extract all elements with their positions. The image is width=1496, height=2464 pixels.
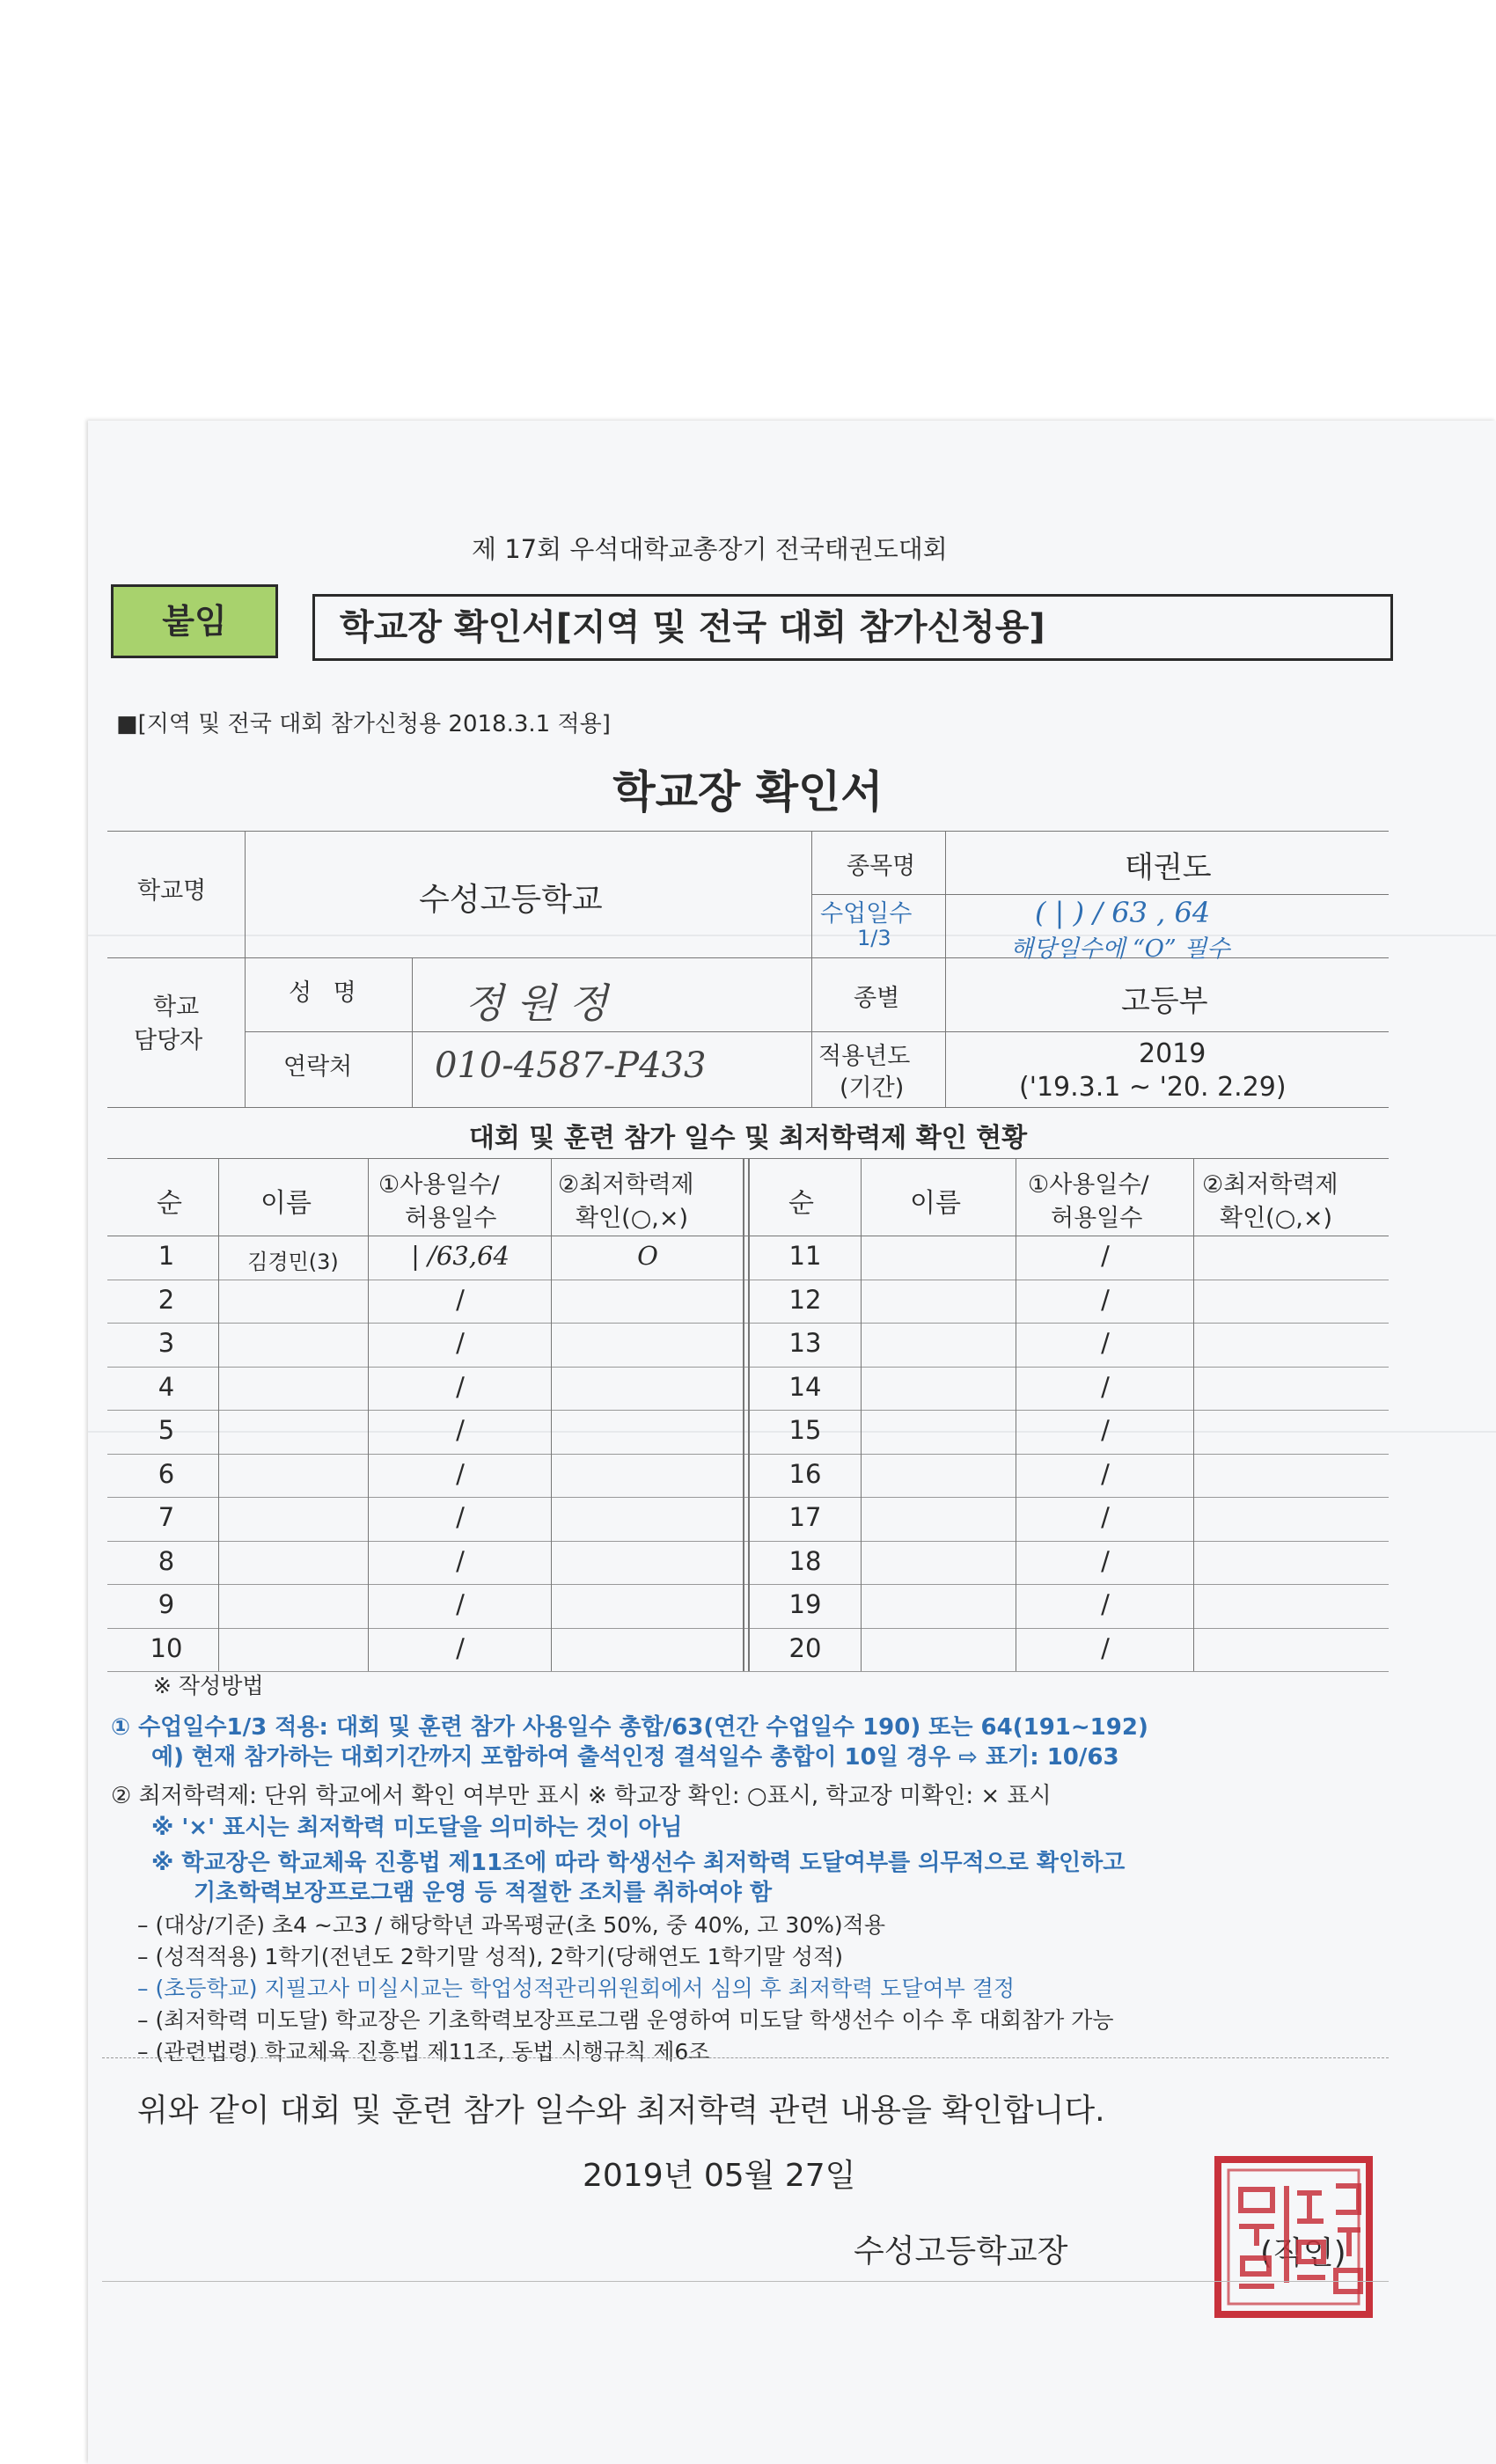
detail-2: – (성적적용) 1학기(전년도 2학기말 성적), 2학기(당해연도 1학기말 성적) xyxy=(137,1944,843,1969)
col-min: ②최저학력제 xyxy=(558,1171,694,1199)
detail-3: – (초등학교) 지필고사 미실시교는 학업성적관리위원회에서 심의 후 최저학력 도달여부 결정 xyxy=(137,1976,1016,2001)
contact-label: 연락처 xyxy=(283,1053,353,1081)
name-value: 정 원 정 xyxy=(465,979,608,1027)
row-number: 14 xyxy=(788,1371,822,1402)
col-no: 순 xyxy=(157,1188,182,1219)
paper-fold xyxy=(88,935,1496,936)
row-days: / xyxy=(1101,1632,1110,1663)
manager-label-2: 담당자 xyxy=(134,1027,203,1054)
col-days-2: 허용일수 xyxy=(405,1205,497,1232)
sport-label: 종목명 xyxy=(847,853,916,880)
row-days: / xyxy=(1101,1241,1110,1271)
name-label: 성 명 xyxy=(289,979,363,1007)
row-number: 12 xyxy=(788,1284,822,1315)
info-border xyxy=(245,1031,1389,1032)
class-days-note: 해당일수에 “O” 필수 xyxy=(1010,935,1230,963)
table-line xyxy=(861,1158,862,1671)
row-number: 10 xyxy=(150,1632,183,1663)
row-number: 5 xyxy=(158,1415,175,1445)
row-number: 19 xyxy=(788,1589,822,1619)
col-days-right: ①사용일수/ xyxy=(1028,1171,1149,1199)
official-seal xyxy=(1213,2154,1375,2320)
note-2: ② 최저학력제: 단위 학교에서 확인 여부만 표시 ※ 학교장 확인: ○표시, 학교장 미확인: × 표시 xyxy=(111,1783,1052,1809)
notes-divider xyxy=(102,2057,1389,2058)
row-days: / xyxy=(456,1632,465,1663)
row-number: 16 xyxy=(788,1458,822,1489)
col-min-right-2: 확인(○,×) xyxy=(1220,1205,1332,1232)
row-number: 4 xyxy=(158,1371,175,1402)
row-days: / xyxy=(1101,1328,1110,1358)
info-border xyxy=(412,957,413,1107)
year-label: 적용년도 xyxy=(818,1043,911,1070)
row-number: 6 xyxy=(158,1458,175,1489)
row-number: 11 xyxy=(788,1241,822,1271)
row-days: / xyxy=(1101,1502,1110,1532)
principal-name: 수성고등학교장 xyxy=(854,2233,1068,2270)
row-days: / xyxy=(456,1371,465,1402)
detail-5: – (관련법령) 학교체육 진흥법 제11조, 동법 시행규칙 제6조 xyxy=(137,2039,710,2064)
seal-mark: (직인) xyxy=(1260,2235,1346,2271)
info-border xyxy=(945,831,946,1107)
row-days: / xyxy=(456,1284,465,1315)
sport-value: 태권도 xyxy=(1125,850,1212,885)
row-days: / xyxy=(456,1589,465,1619)
note-1-example: 예) 현재 참가하는 대회기간까지 포함하여 출석인정 결석일수 총합이 10일 경우 ⇨ 표기: 10/63 xyxy=(151,1744,1119,1771)
row-number: 1 xyxy=(158,1241,175,1271)
row-days: / xyxy=(1101,1589,1110,1619)
year-value: 2019 xyxy=(1139,1038,1206,1069)
confirm-statement: 위와 같이 대회 및 훈련 참가 일수와 최저학력 관련 내용을 확인합니다. xyxy=(137,2093,1105,2129)
row-days: / xyxy=(456,1328,465,1358)
class-days-value: ( | ) / 63 , 64 xyxy=(1035,896,1211,929)
col-no-right: 순 xyxy=(788,1188,814,1219)
table-caption: 대회 및 훈련 참가 일수 및 최저학력제 확인 현황 xyxy=(468,1123,1028,1154)
info-border xyxy=(811,831,812,1107)
col-min-2: 확인(○,×) xyxy=(576,1205,688,1232)
note-2-sub-1: ※ '×' 표시는 최저학력 미도달을 의미하는 것이 아님 xyxy=(151,1815,683,1841)
contact-value: 010-4587-P433 xyxy=(435,1045,707,1086)
school-label: 학교명 xyxy=(137,877,207,905)
year-label-2: (기간) xyxy=(840,1074,905,1102)
row-name: 김경민(3) xyxy=(247,1250,339,1274)
detail-4: – (최저학력 미도달) 학교장은 기초학력보장프로그램 운영하여 미도달 학생선수 이수 후 대회참가 가능 xyxy=(137,2007,1114,2033)
confirm-date: 2019년 05월 27일 xyxy=(583,2158,856,2194)
row-min: O xyxy=(637,1241,658,1271)
doc-heading: 학교장 확인서[지역 및 전국 대회 참가신청용] xyxy=(312,594,1393,661)
info-border xyxy=(245,831,246,1107)
row-number: 15 xyxy=(788,1415,822,1445)
footer-divider xyxy=(102,2281,1389,2282)
note-1: ① 수업일수1/3 적용: 대회 및 훈련 참가 사용일수 총합/63(연간 수업일수 190) 또는 64(191~192) xyxy=(111,1714,1148,1741)
col-name-right: 이름 xyxy=(910,1188,961,1219)
table-line xyxy=(218,1158,219,1671)
row-days: / xyxy=(456,1545,465,1576)
col-days-right-2: 허용일수 xyxy=(1051,1205,1143,1232)
row-days: / xyxy=(456,1415,465,1445)
row-days: / xyxy=(1101,1371,1110,1402)
class-days-label: 수업일수 xyxy=(820,900,913,928)
row-days: | /63,64 xyxy=(411,1241,510,1271)
col-min-right: ②최저학력제 xyxy=(1202,1171,1338,1199)
division-label: 종별 xyxy=(854,985,900,1012)
row-number: 13 xyxy=(788,1328,822,1358)
row-days: / xyxy=(1101,1458,1110,1489)
detail-1: – (대상/기준) 초4 ~고3 / 해당학년 과목평균(초 50%, 중 40%, 고 30%)적용 xyxy=(137,1912,885,1938)
class-days-fraction: 1/3 xyxy=(857,926,891,950)
table-line xyxy=(1193,1158,1194,1671)
row-number: 3 xyxy=(158,1328,175,1358)
applied-note: ■[지역 및 전국 대회 참가신청용 2018.3.1 적용] xyxy=(116,711,611,737)
row-number: 9 xyxy=(158,1589,175,1619)
row-number: 2 xyxy=(158,1284,175,1315)
row-days: / xyxy=(456,1502,465,1532)
notes-heading: ※ 작성방법 xyxy=(153,1673,264,1698)
period-value: ('19.3.1 ~ '20. 2.29) xyxy=(1019,1072,1287,1103)
info-border xyxy=(107,1107,1389,1108)
row-number: 18 xyxy=(788,1545,822,1576)
event-title: 제 17회 우석대학교총장기 전국태권도대회 xyxy=(472,534,948,564)
row-number: 20 xyxy=(788,1632,822,1663)
row-days: / xyxy=(456,1458,465,1489)
row-days: / xyxy=(1101,1545,1110,1576)
row-number: 7 xyxy=(158,1502,175,1532)
division-value: 고등부 xyxy=(1121,984,1208,1019)
table-line xyxy=(368,1158,369,1671)
info-border xyxy=(107,831,1389,832)
row-number: 8 xyxy=(158,1545,175,1576)
manager-label: 학교 xyxy=(153,994,200,1021)
table-line xyxy=(551,1158,552,1671)
note-2-sub-2: ※ 학교장은 학교체육 진흥법 제11조에 따라 학생선수 최저학력 도달여부를 의무적으로 확인하고 xyxy=(151,1850,1126,1876)
row-number: 17 xyxy=(788,1502,822,1532)
col-name: 이름 xyxy=(260,1188,312,1219)
col-days: ①사용일수/ xyxy=(378,1171,500,1199)
main-title: 학교장 확인서 xyxy=(612,766,884,818)
attachment-badge: 붙임 xyxy=(111,584,278,658)
table-line xyxy=(107,1671,1389,1672)
row-days: / xyxy=(1101,1284,1110,1315)
note-2-sub-3: 기초학력보장프로그램 운영 등 적절한 조치를 취하여야 함 xyxy=(194,1880,773,1906)
school-value: 수성고등학교 xyxy=(419,882,603,918)
table-line xyxy=(743,1158,744,1671)
row-days: / xyxy=(1101,1415,1110,1445)
